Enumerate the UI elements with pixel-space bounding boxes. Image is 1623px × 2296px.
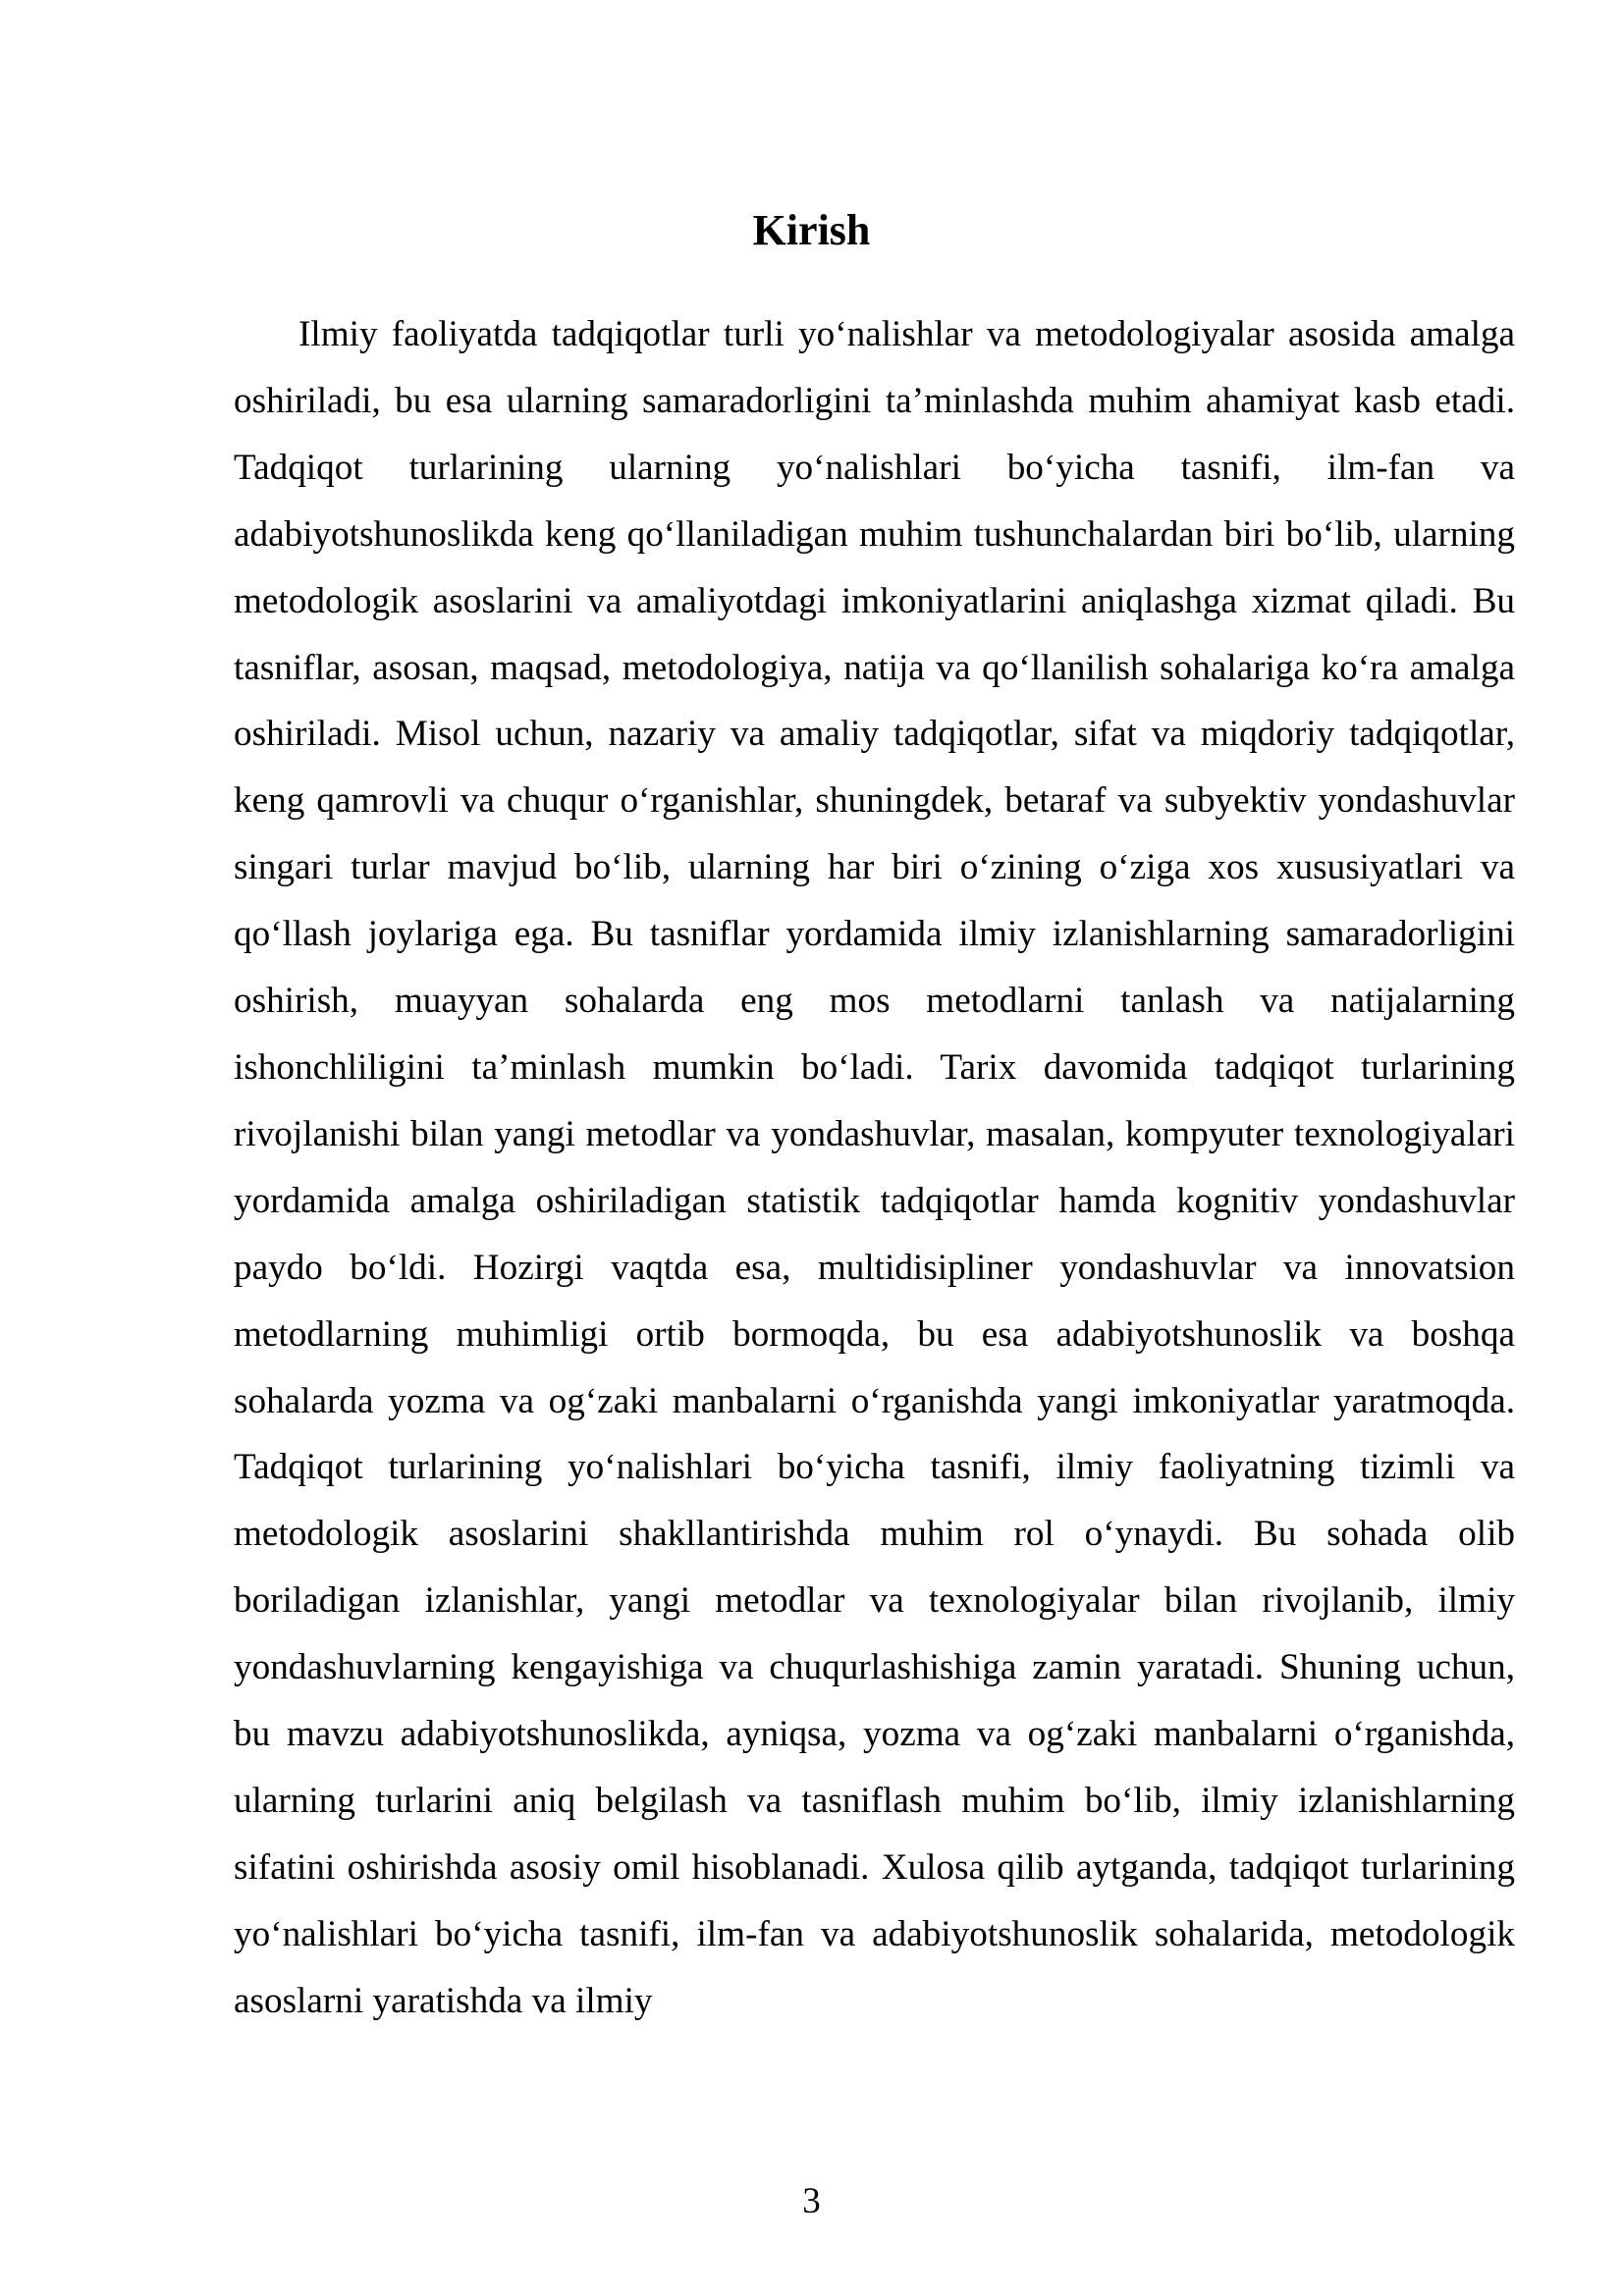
page-number: 3 xyxy=(802,2181,821,2221)
page-title: Kirish xyxy=(752,206,871,254)
body-paragraph: Ilmiy faoliyatda tadqiqotlar turli yo‘nalishlar va metodologiyalar asosida amalga oshiriladi, bu esa ularning samaradorligini ta’minlashda muhim ahamiyat kasb etadi. Tadqiqot turlarining ularning yo‘nalishlari bo‘yicha tasnifi, ilm-fan va adabiyotshunoslikda keng qo‘llaniladigan muhim tushunchalardan biri bo‘lib, ularning metodologik asoslarini va amaliyotdagi imkoniyatlarini aniqlashga xizmat qiladi. Bu tasniflar, asosan, maqsad, metodologiya, natija va qo‘llanilish sohalariga ko‘ra amalga oshiriladi. Misol uchun, nazariy va amaliy tadqiqotlar, sifat va miqdoriy tadqiqotlar, keng qamrovli va chuqur o‘rganishlar, shuningdek, betaraf va subyektiv yondashuvlar singari turlar mavjud bo‘lib, ularning har biri o‘zining o‘ziga xos xususiyatlari va qo‘llash joylariga ega. Bu tasniflar yordamida ilmiy izlanishlarning samaradorligini oshirish, muayyan sohalarda eng mos metodlarni tanlash va natijalarning ishonchliligini ta’minlash mumkin bo‘ladi. Tarix davomida tadqiqot turlarining rivojlanishi bilan yangi metodlar va yondashuvlar, masalan, kompyuter texnologiyalari yordamida amalga oshiriladigan statistik tadqiqotlar hamda kognitiv yondashuvlar paydo bo‘ldi. Hozirgi vaqtda esa, multidisipliner yondashuvlar va innovatsion metodlarning muhimligi ortib bormoqda, bu esa adabiyotshunoslik va boshqa sohalarda yozma va og‘zaki manbalarni o‘rganishda yangi imkoniyatlar yaratmoqda. Tadqiqot turlarining yo‘nalishlari bo‘yicha tasnifi, ilmiy faoliyatning tizimli va metodologik asoslarini shakllantirishda muhim rol o‘ynaydi. Bu sohada olib boriladigan izlanishlar, yangi metodlar va texnologiyalar bilan rivojlanib, ilmiy yondashuvlarning kengayishiga va chuqurlashishiga zamin yaratadi. Shuning uchun, bu mavzu adabiyotshunoslikda, ayniqsa, yozma va og‘zaki manbalarni o‘rganishda, ularning turlarini aniq belgilash va tasniflash muhim bo‘lib, ilmiy izlanishlarning sifatini oshirishda asosiy omil hisoblanadi. Xulosa qilib aytganda, tadqiqot turlarining yo‘nalishlari bo‘yicha tasnifi, ilm-fan va adabiyotshunoslik sohalarida, metodologik asoslarni yaratishda va ilmiy xyxy=(234,314,1515,2021)
